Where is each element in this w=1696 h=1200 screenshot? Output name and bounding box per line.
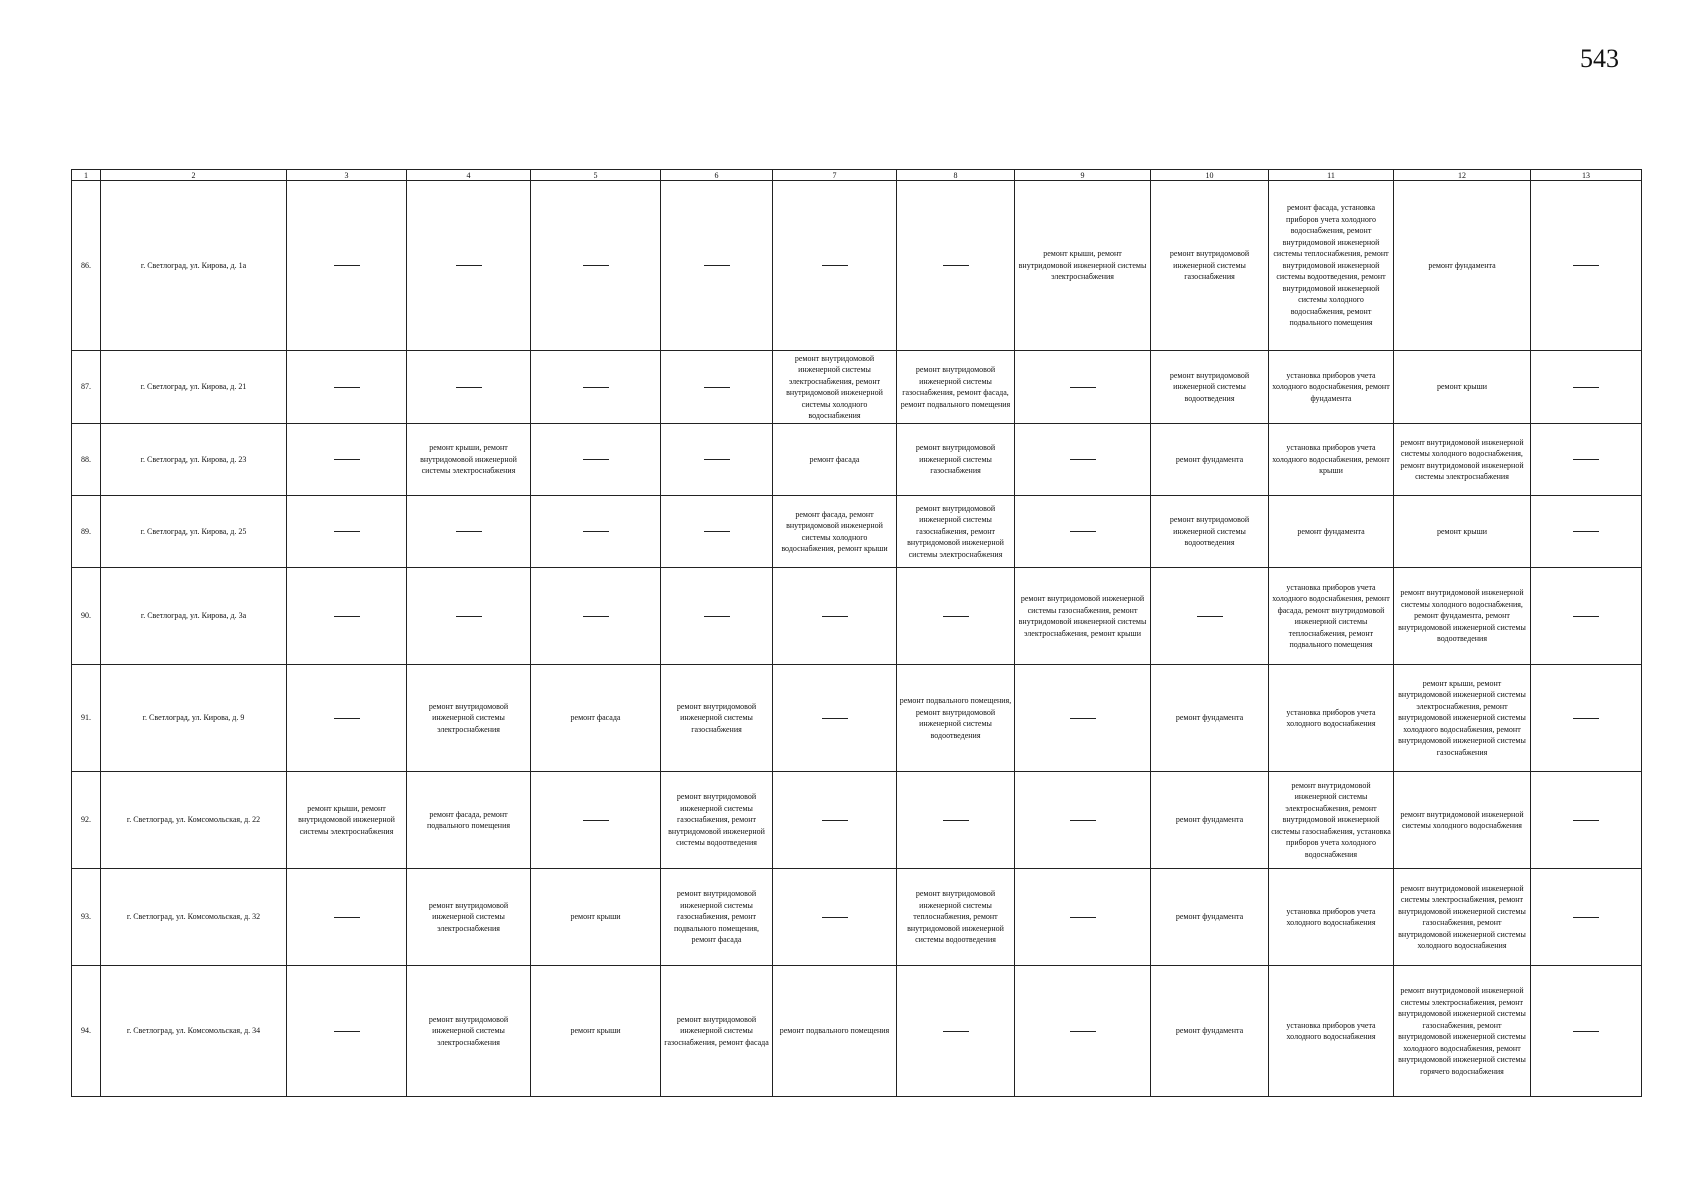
work-cell: ремонт фундамента	[1269, 496, 1394, 568]
work-cell: ремонт фасада, ремонт внутридомовой инженерной системы холодного водоснабжения, ремонт крыши	[773, 496, 897, 568]
dash-mark	[704, 459, 730, 460]
address-cell: г. Светлоград, ул. Кирова, д. 3а	[101, 568, 287, 665]
dash-mark	[583, 387, 609, 388]
table-row	[72, 568, 1642, 665]
empty-cell	[287, 568, 407, 665]
dash-mark	[822, 718, 848, 719]
work-cell: установка приборов учета холодного водоснабжения	[1269, 665, 1394, 772]
work-cell: ремонт внутридомовой инженерной системы электроснабжения	[407, 665, 531, 772]
dash-mark	[334, 1031, 360, 1032]
work-cell: ремонт крыши, ремонт внутридомовой инженерной системы электроснабжения, ремонт внутридомовой инженерной системы холодного водоснабжения, ремонт внутридомовой инженерной системы газоснабжения	[1394, 665, 1531, 772]
address-cell: г. Светлоград, ул. Кирова, д. 1а	[101, 181, 287, 351]
work-cell: ремонт внутридомовой инженерной системы газоснабжения, ремонт внутридомовой инженерной системы электроснабжения	[897, 496, 1015, 568]
column-number: 4	[407, 170, 531, 181]
dash-mark	[456, 265, 482, 266]
work-cell: ремонт крыши, ремонт внутридомовой инженерной системы электроснабжения	[287, 772, 407, 869]
repair-schedule-table	[71, 169, 1642, 1097]
work-cell: ремонт фасада, ремонт подвального помещения	[407, 772, 531, 869]
empty-cell	[773, 869, 897, 966]
empty-cell	[531, 424, 661, 496]
dash-mark	[1573, 387, 1599, 388]
dash-mark	[1197, 616, 1223, 617]
dash-mark	[822, 917, 848, 918]
work-cell: ремонт внутридомовой инженерной системы холодного водоснабжения, ремонт фундамента, ремонт внутридомовой инженерной системы водоотведения	[1394, 568, 1531, 665]
row-number: 94.	[72, 966, 101, 1097]
dash-mark	[1573, 616, 1599, 617]
dash-mark	[704, 387, 730, 388]
row-number: 89.	[72, 496, 101, 568]
work-cell: ремонт фундамента	[1394, 181, 1531, 351]
empty-cell	[661, 181, 773, 351]
row-number: 92.	[72, 772, 101, 869]
work-cell: ремонт крыши	[531, 966, 661, 1097]
dash-mark	[334, 459, 360, 460]
work-cell: ремонт внутридомовой инженерной системы газоснабжения	[1151, 181, 1269, 351]
row-number: 93.	[72, 869, 101, 966]
work-cell: установка приборов учета холодного водоснабжения, ремонт крыши	[1269, 424, 1394, 496]
dash-mark	[1070, 459, 1096, 460]
work-cell: ремонт внутридомовой инженерной системы водоотведения	[1151, 351, 1269, 424]
work-cell: ремонт крыши	[1394, 496, 1531, 568]
empty-cell	[531, 351, 661, 424]
dash-mark	[334, 917, 360, 918]
empty-cell	[1531, 665, 1642, 772]
empty-cell	[287, 424, 407, 496]
empty-cell	[1531, 496, 1642, 568]
dash-mark	[1573, 820, 1599, 821]
table-row	[72, 424, 1642, 496]
dash-mark	[1070, 387, 1096, 388]
dash-mark	[334, 387, 360, 388]
table-row	[72, 665, 1642, 772]
empty-cell	[287, 496, 407, 568]
empty-cell	[897, 568, 1015, 665]
table-row	[72, 181, 1642, 351]
dash-mark	[583, 820, 609, 821]
empty-cell	[407, 496, 531, 568]
empty-cell	[773, 772, 897, 869]
dash-mark	[583, 265, 609, 266]
table-body	[72, 181, 1642, 1097]
work-cell: ремонт крыши	[1394, 351, 1531, 424]
work-cell: ремонт подвального помещения, ремонт внутридомовой инженерной системы водоотведения	[897, 665, 1015, 772]
address-cell: г. Светлоград, ул. Комсомольская, д. 32	[101, 869, 287, 966]
address-cell: г. Светлоград, ул. Кирова, д. 21	[101, 351, 287, 424]
empty-cell	[1151, 568, 1269, 665]
dash-mark	[583, 459, 609, 460]
work-cell: ремонт фундамента	[1151, 869, 1269, 966]
work-cell: ремонт фасада	[773, 424, 897, 496]
work-cell: ремонт внутридомовой инженерной системы газоснабжения, ремонт фасада	[661, 966, 773, 1097]
dash-mark	[1573, 1031, 1599, 1032]
empty-cell	[1015, 869, 1151, 966]
table-row	[72, 351, 1642, 424]
dash-mark	[704, 265, 730, 266]
dash-mark	[334, 616, 360, 617]
empty-cell	[531, 181, 661, 351]
column-number: 11	[1269, 170, 1394, 181]
empty-cell	[1531, 181, 1642, 351]
work-cell: ремонт фундамента	[1151, 665, 1269, 772]
dash-mark	[334, 265, 360, 266]
row-number: 90.	[72, 568, 101, 665]
empty-cell	[773, 665, 897, 772]
empty-cell	[407, 568, 531, 665]
work-cell: ремонт внутридомовой инженерной системы электроснабжения	[407, 966, 531, 1097]
dash-mark	[1573, 917, 1599, 918]
column-number: 1	[72, 170, 101, 181]
work-cell: ремонт крыши, ремонт внутридомовой инженерной системы электроснабжения	[407, 424, 531, 496]
dash-mark	[943, 265, 969, 266]
empty-cell	[1015, 966, 1151, 1097]
dash-mark	[1573, 718, 1599, 719]
row-number: 88.	[72, 424, 101, 496]
work-cell: ремонт фундамента	[1151, 772, 1269, 869]
column-number: 10	[1151, 170, 1269, 181]
empty-cell	[1531, 351, 1642, 424]
empty-cell	[661, 568, 773, 665]
work-cell: ремонт внутридомовой инженерной системы газоснабжения, ремонт фасада, ремонт подвального помещения	[897, 351, 1015, 424]
dash-mark	[822, 820, 848, 821]
dash-mark	[822, 616, 848, 617]
dash-mark	[583, 616, 609, 617]
dash-mark	[943, 820, 969, 821]
empty-cell	[287, 181, 407, 351]
dash-mark	[704, 531, 730, 532]
empty-cell	[661, 351, 773, 424]
work-cell: ремонт внутридомовой инженерной системы электроснабжения, ремонт внутридомовой инженерной системы холодного водоснабжения	[773, 351, 897, 424]
column-number: 3	[287, 170, 407, 181]
empty-cell	[407, 181, 531, 351]
work-cell: ремонт фасада	[531, 665, 661, 772]
dash-mark	[1070, 1031, 1096, 1032]
work-cell: ремонт внутридомовой инженерной системы электроснабжения	[407, 869, 531, 966]
dash-mark	[704, 616, 730, 617]
address-cell: г. Светлоград, ул. Кирова, д. 9	[101, 665, 287, 772]
work-cell: ремонт внутридомовой инженерной системы холодного водоснабжения	[1394, 772, 1531, 869]
table-row	[72, 869, 1642, 966]
empty-cell	[287, 351, 407, 424]
empty-cell	[897, 181, 1015, 351]
work-cell: ремонт фасада, установка приборов учета холодного водоснабжения, ремонт внутридомовой инженерной системы теплоснабжения, ремонт внутридомовой инженерной системы водоотведения, ремонт внутридомовой инженерной системы холодного водоснабжения, ремонт подвального помещения	[1269, 181, 1394, 351]
empty-cell	[1531, 966, 1642, 1097]
dash-mark	[1070, 820, 1096, 821]
work-cell: ремонт крыши, ремонт внутридомовой инженерной системы электроснабжения	[1015, 181, 1151, 351]
table-row	[72, 496, 1642, 568]
work-cell: ремонт внутридомовой инженерной системы водоотведения	[1151, 496, 1269, 568]
column-number: 6	[661, 170, 773, 181]
row-number: 91.	[72, 665, 101, 772]
work-cell: установка приборов учета холодного водоснабжения, ремонт фундамента	[1269, 351, 1394, 424]
work-cell: ремонт фундамента	[1151, 966, 1269, 1097]
empty-cell	[773, 181, 897, 351]
empty-cell	[407, 351, 531, 424]
dash-mark	[1070, 917, 1096, 918]
dash-mark	[583, 531, 609, 532]
row-number: 86.	[72, 181, 101, 351]
empty-cell	[661, 496, 773, 568]
empty-cell	[773, 568, 897, 665]
column-number: 7	[773, 170, 897, 181]
address-cell: г. Светлоград, ул. Комсомольская, д. 34	[101, 966, 287, 1097]
empty-cell	[897, 772, 1015, 869]
work-cell: ремонт фундамента	[1151, 424, 1269, 496]
empty-cell	[1531, 424, 1642, 496]
empty-cell	[287, 869, 407, 966]
work-cell: ремонт внутридомовой инженерной системы электроснабжения, ремонт внутридомовой инженерной системы газоснабжения, ремонт внутридомовой инженерной системы холодного водоснабжения	[1394, 869, 1531, 966]
column-number: 2	[101, 170, 287, 181]
work-cell: ремонт внутридомовой инженерной системы газоснабжения, ремонт подвального помещения, ремонт фасада	[661, 869, 773, 966]
row-number: 87.	[72, 351, 101, 424]
empty-cell	[531, 772, 661, 869]
dash-mark	[943, 616, 969, 617]
column-number-row	[72, 170, 1642, 181]
table-row	[72, 966, 1642, 1097]
empty-cell	[661, 424, 773, 496]
address-cell: г. Светлоград, ул. Кирова, д. 23	[101, 424, 287, 496]
empty-cell	[531, 568, 661, 665]
dash-mark	[456, 531, 482, 532]
empty-cell	[1015, 424, 1151, 496]
empty-cell	[1531, 772, 1642, 869]
dash-mark	[1573, 265, 1599, 266]
dash-mark	[1070, 531, 1096, 532]
work-cell: ремонт внутридомовой инженерной системы газоснабжения, ремонт внутридомовой инженерной системы электроснабжения, ремонт крыши	[1015, 568, 1151, 665]
work-cell: установка приборов учета холодного водоснабжения	[1269, 869, 1394, 966]
empty-cell	[287, 665, 407, 772]
empty-cell	[287, 966, 407, 1097]
work-cell: ремонт подвального помещения	[773, 966, 897, 1097]
dash-mark	[1573, 459, 1599, 460]
table-row	[72, 772, 1642, 869]
empty-cell	[531, 496, 661, 568]
address-cell: г. Светлоград, ул. Комсомольская, д. 22	[101, 772, 287, 869]
work-cell: ремонт внутридомовой инженерной системы холодного водоснабжения, ремонт внутридомовой инженерной системы электроснабжения	[1394, 424, 1531, 496]
dash-mark	[943, 1031, 969, 1032]
work-cell: ремонт внутридомовой инженерной системы теплоснабжения, ремонт внутридомовой инженерной системы водоотведения	[897, 869, 1015, 966]
work-cell: ремонт крыши	[531, 869, 661, 966]
work-cell: установка приборов учета холодного водоснабжения	[1269, 966, 1394, 1097]
dash-mark	[1070, 718, 1096, 719]
dash-mark	[456, 616, 482, 617]
dash-mark	[334, 531, 360, 532]
dash-mark	[1573, 531, 1599, 532]
empty-cell	[1015, 665, 1151, 772]
work-cell: ремонт внутридомовой инженерной системы газоснабжения	[897, 424, 1015, 496]
work-cell: установка приборов учета холодного водоснабжения, ремонт фасада, ремонт внутридомовой инженерной системы теплоснабжения, ремонт подвального помещения	[1269, 568, 1394, 665]
address-cell: г. Светлоград, ул. Кирова, д. 25	[101, 496, 287, 568]
column-number: 12	[1394, 170, 1531, 181]
empty-cell	[897, 966, 1015, 1097]
column-number: 8	[897, 170, 1015, 181]
empty-cell	[1015, 351, 1151, 424]
work-cell: ремонт внутридомовой инженерной системы электроснабжения, ремонт внутридомовой инженерной системы газоснабжения, установка приборов учета холодного водоснабжения	[1269, 772, 1394, 869]
dash-mark	[456, 387, 482, 388]
column-number: 13	[1531, 170, 1642, 181]
dash-mark	[822, 265, 848, 266]
work-cell: ремонт внутридомовой инженерной системы газоснабжения	[661, 665, 773, 772]
work-cell: ремонт внутридомовой инженерной системы газоснабжения, ремонт внутридомовой инженерной системы водоотведения	[661, 772, 773, 869]
empty-cell	[1015, 496, 1151, 568]
dash-mark	[334, 718, 360, 719]
empty-cell	[1531, 869, 1642, 966]
empty-cell	[1015, 772, 1151, 869]
page-number: 543	[1580, 44, 1619, 73]
empty-cell	[1531, 568, 1642, 665]
column-number: 9	[1015, 170, 1151, 181]
column-number: 5	[531, 170, 661, 181]
work-cell: ремонт внутридомовой инженерной системы электроснабжения, ремонт внутридомовой инженерной системы газоснабжения, ремонт внутридомовой инженерной системы холодного водоснабжения, ремонт внутридомовой инженерной системы горячего водоснабжения	[1394, 966, 1531, 1097]
